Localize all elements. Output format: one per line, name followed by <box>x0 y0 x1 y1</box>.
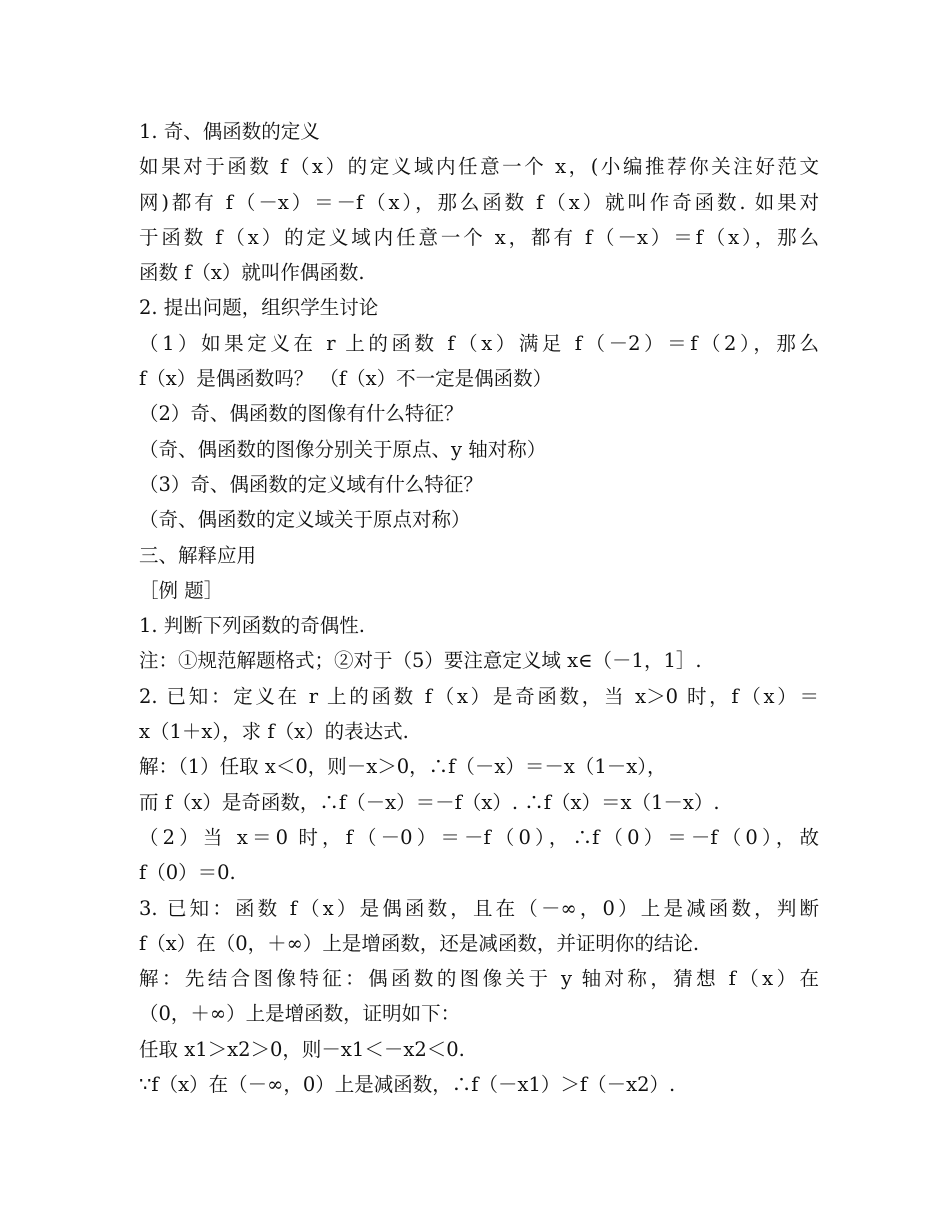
text-line: 3. 已知：函数 f（x）是偶函数，且在（－∞，0）上是减函数，判断 <box>139 896 819 920</box>
text-line: 任取 x1＞x2＞0，则－x1＜－x2＜0. <box>139 1037 465 1061</box>
text-line: f（x）是偶函数吗？ （f（x）不一定是偶函数） <box>139 367 553 391</box>
text-line: 解：先结合图像特征：偶函数的图像关于 y 轴对称，猜想 f（x）在 <box>139 967 819 991</box>
text-line: （奇、偶函数的图像分别关于原点、y 轴对称） <box>139 437 547 461</box>
text-line: 函数 f（x）就叫作偶函数. <box>139 261 365 285</box>
text-line: （0，＋∞）上是增函数，证明如下： <box>139 1002 461 1026</box>
text-line: f（x）在（0，＋∞）上是增函数，还是减函数，并证明你的结论. <box>139 931 700 955</box>
text-line: 1. 判断下列函数的奇偶性. <box>139 614 366 638</box>
text-line: 1. 奇、偶函数的定义 <box>139 120 320 143</box>
text-line: （2）奇、偶函数的图像有什么特征？ <box>139 402 464 426</box>
text-line: （2）当 x＝0 时，f（－0）＝－f（0），∴f（0）＝－f（0），故 <box>139 825 819 849</box>
text-line: （奇、偶函数的定义域关于原点对称） <box>139 508 471 532</box>
text-line: ［例 题］ <box>139 578 224 602</box>
text-line: ∵f（x）在（－∞，0）上是减函数，∴f（－x1）＞f（－x2）. <box>139 1073 676 1097</box>
text-line: 2. 已知：定义在 r 上的函数 f（x）是奇函数，当 x＞0 时，f（x）＝ <box>139 684 819 708</box>
text-line: （3）奇、偶函数的定义域有什么特征？ <box>139 472 483 496</box>
text-line: 注：①规范解题格式；②对于（5）要注意定义域 x∈（－1，1］. <box>139 649 702 673</box>
text-line: x（1＋x），求 f（x）的表达式. <box>139 720 409 744</box>
text-line: 如果对于函数 f（x）的定义域内任意一个 x，(小编推荐你关注好范文 <box>139 155 819 179</box>
text-line: 网)都有 f（－x）＝－f（x），那么函数 f（x）就叫作奇函数. 如果对 <box>139 190 819 214</box>
text-line: 于函数 f（x）的定义域内任意一个 x，都有 f（－x）＝f（x），那么 <box>139 225 819 249</box>
text-line: f（0）＝0. <box>139 861 236 885</box>
text-line: 而 f（x）是奇函数，∴f（－x）＝－f（x）. ∴f（x）＝x（1－x）. <box>139 790 720 814</box>
text-line: 2. 提出问题，组织学生讨论 <box>139 296 379 320</box>
text-line: 三、解释应用 <box>139 543 257 567</box>
text-line: （1）如果定义在 r 上的函数 f（x）满足 f（－2）＝f（2），那么 <box>139 331 819 355</box>
text-line: 解：（1）任取 x＜0，则－x＞0，∴f（－x）＝－x（1－x）， <box>139 755 667 779</box>
document-body <box>139 114 819 1102</box>
